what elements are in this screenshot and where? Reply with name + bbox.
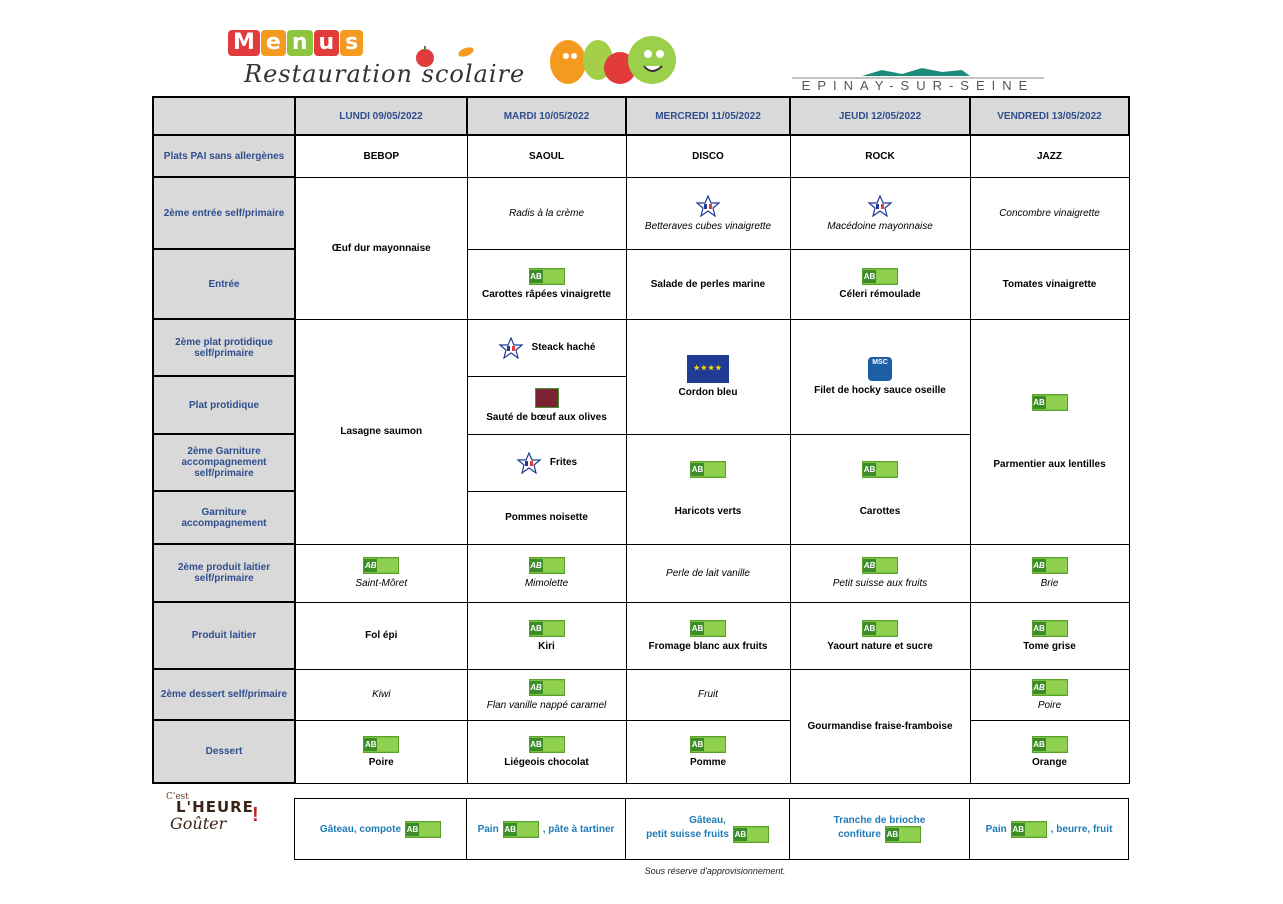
footnote: Sous réserve d'approvisionnement. — [644, 866, 786, 876]
row-label: 2ème entrée self/primaire — [153, 177, 295, 249]
page-header — [0, 0, 1283, 96]
menu-table — [152, 96, 1130, 784]
gouter-logo-big: L'HEURE — [176, 798, 254, 816]
menu-cell — [467, 602, 626, 669]
menu-text: Kiri — [538, 640, 555, 652]
menu-cell — [626, 434, 790, 544]
organic-label-icon: AB — [733, 826, 769, 843]
msc-label-icon: MSC — [868, 357, 892, 381]
menu-cell — [626, 319, 790, 434]
menu-text: Flan vanille nappé caramel — [486, 699, 607, 711]
menu-text: Fromage blanc aux fruits — [648, 640, 768, 652]
menu-text: Parmentier aux lentilles — [993, 458, 1106, 470]
pai-cell: ROCK — [790, 135, 970, 177]
organic-label-icon: AB — [690, 736, 726, 753]
gouter-text: Pain — [477, 823, 499, 835]
menu-cell — [626, 602, 790, 669]
day-header: VENDREDI 13/05/2022 — [970, 97, 1129, 135]
menu-text: Orange — [1031, 756, 1067, 768]
menu-cell: Tomates vinaigrette — [970, 249, 1129, 319]
menu-text: Cordon bleu — [678, 387, 738, 398]
pai-cell: SAOUL — [467, 135, 626, 177]
gouter-cell — [626, 799, 790, 860]
organic-label-icon: AB — [1032, 679, 1068, 696]
gouter-text: Tranche de brioche — [833, 815, 926, 826]
table-row — [153, 669, 1129, 720]
organic-label-icon: AB — [862, 461, 898, 478]
gouter-logo — [166, 792, 266, 840]
organic-label-icon: AB — [862, 557, 898, 574]
french-origin-star-icon — [498, 337, 524, 359]
organic-label-icon: AB — [529, 557, 565, 574]
menu-cell — [295, 544, 467, 602]
gouter-cell — [295, 799, 467, 860]
french-beef-label-icon — [535, 388, 559, 408]
organic-label-icon: AB — [1032, 736, 1068, 753]
day-header: MARDI 10/05/2022 — [467, 97, 626, 135]
row-label: Garniture accompagnement — [153, 491, 295, 544]
organic-label-icon: AB — [1032, 620, 1068, 637]
page-subtitle: Restauration scolaire — [244, 60, 526, 88]
french-origin-star-icon — [695, 195, 721, 217]
menu-cell — [467, 376, 626, 434]
organic-label-icon: AB — [862, 620, 898, 637]
organic-label-icon: AB — [690, 620, 726, 637]
town-name: EPINAY-SUR-SEINE — [801, 78, 1035, 93]
menu-cell — [790, 177, 970, 249]
menu-text: Carottes râpées vinaigrette — [482, 289, 611, 300]
menu-cell: Lasagne saumon — [295, 319, 467, 544]
organic-label-icon: AB — [405, 821, 441, 838]
menu-cell — [790, 319, 970, 434]
logo-letter: M — [228, 30, 260, 56]
menu-text: Tome grise — [1023, 640, 1076, 652]
row-label: 2ème produit laitier self/primaire — [153, 544, 295, 602]
menu-text: Petit suisse aux fruits — [832, 578, 928, 589]
day-header: JEUDI 12/05/2022 — [790, 97, 970, 135]
eu-flag-icon: ★★★★ — [687, 355, 729, 383]
organic-label-icon: AB — [690, 461, 726, 478]
logo-letter: e — [261, 30, 286, 56]
gouter-text: confiture — [838, 829, 881, 840]
menu-cell — [970, 720, 1129, 783]
menu-text: Brie — [1040, 578, 1059, 589]
menu-text: Haricots verts — [674, 506, 742, 517]
menu-cell — [790, 434, 970, 544]
organic-label-icon: AB — [1032, 394, 1068, 411]
organic-label-icon: AB — [862, 268, 898, 285]
menu-text: Betteraves cubes vinaigrette — [644, 220, 772, 232]
organic-label-icon: AB — [363, 736, 399, 753]
gouter-row — [295, 799, 1129, 860]
menu-cell — [467, 434, 626, 491]
row-label: Plats PAI sans allergènes — [153, 135, 295, 177]
row-label: Produit laitier — [153, 602, 295, 669]
menu-cell — [467, 544, 626, 602]
organic-label-icon: AB — [529, 620, 565, 637]
menu-cell — [970, 319, 1129, 544]
menu-cell — [790, 602, 970, 669]
table-row — [153, 544, 1129, 602]
menu-cell — [790, 249, 970, 319]
gouter-cell — [970, 799, 1129, 860]
menu-cell — [626, 177, 790, 249]
logo-letter: n — [287, 30, 313, 56]
gouter-cell — [790, 799, 970, 860]
table-row — [153, 602, 1129, 669]
menu-text: Sauté de bœuf aux olives — [486, 411, 607, 423]
table-row — [153, 319, 1129, 376]
row-label: 2ème Garniture accompagnement self/primaire — [153, 434, 295, 491]
gouter-text: Gâteau, — [689, 815, 726, 826]
day-header: LUNDI 09/05/2022 — [295, 97, 467, 135]
menu-cell: Perle de lait vanille — [626, 544, 790, 602]
menu-text: Carottes — [859, 506, 901, 517]
menu-text: Yaourt nature et sucre — [827, 640, 933, 652]
menu-cell — [626, 720, 790, 783]
french-origin-star-icon — [516, 452, 542, 474]
menu-cell: Œuf dur mayonnaise — [295, 177, 467, 319]
pai-cell: DISCO — [626, 135, 790, 177]
organic-label-icon: AB — [529, 268, 565, 285]
menu-cell — [467, 720, 626, 783]
fruit-characters-icon — [540, 26, 690, 90]
menu-cell — [467, 249, 626, 319]
menu-cell — [467, 319, 626, 376]
menu-text: Liégeois chocolat — [504, 756, 589, 768]
logo-letter: s — [340, 30, 363, 56]
menus-logo — [228, 30, 363, 56]
gouter-text: petit suisse fruits — [646, 829, 729, 840]
gouter-table — [294, 798, 1129, 860]
menu-cell — [970, 669, 1129, 720]
table-row — [153, 720, 1129, 783]
menu-text: Steack haché — [531, 342, 596, 353]
organic-label-icon: AB — [885, 826, 921, 843]
menu-text: Saint-Môret — [355, 578, 408, 589]
table-row — [153, 135, 1129, 177]
exclamation-icon: ! — [252, 804, 259, 826]
menu-cell: Fruit — [626, 669, 790, 720]
menu-cell — [295, 720, 467, 783]
french-origin-star-icon — [867, 195, 893, 217]
menu-text: Macédoine mayonnaise — [827, 220, 933, 232]
menu-text: Pomme — [689, 756, 727, 768]
menu-cell: Concombre vinaigrette — [970, 177, 1129, 249]
menu-cell: Radis à la crème — [467, 177, 626, 249]
gouter-cell — [467, 799, 626, 860]
menu-cell — [970, 544, 1129, 602]
row-label: 2ème plat protidique self/primaire — [153, 319, 295, 376]
row-label: Dessert — [153, 720, 295, 783]
day-header: MERCREDI 11/05/2022 — [626, 97, 790, 135]
pai-cell: BEBOP — [295, 135, 467, 177]
organic-label-icon: AB — [1032, 557, 1068, 574]
row-label: Plat protidique — [153, 376, 295, 434]
menu-text: Poire — [1037, 699, 1062, 711]
menu-cell: Gourmandise fraise-framboise — [790, 669, 970, 783]
row-label: 2ème dessert self/primaire — [153, 669, 295, 720]
table-header-row — [153, 97, 1129, 135]
organic-label-icon: AB — [529, 736, 565, 753]
gouter-text: , pâte à tartiner — [542, 823, 615, 835]
menu-cell: Fol épi — [295, 602, 467, 669]
gouter-text: Gâteau, compote — [319, 823, 402, 835]
menu-cell: Kiwi — [295, 669, 467, 720]
menu-text: Filet de hocky sauce oseille — [814, 385, 946, 396]
row-label: Entrée — [153, 249, 295, 319]
menu-text: Mimolette — [524, 578, 569, 589]
pai-cell: JAZZ — [970, 135, 1129, 177]
menu-cell — [970, 602, 1129, 669]
gouter-text: Pain — [985, 823, 1007, 835]
gouter-logo-script: Goûter — [170, 814, 227, 833]
organic-label-icon: AB — [1011, 821, 1047, 838]
menu-cell: Pommes noisette — [467, 491, 626, 544]
menu-text: Poire — [368, 756, 394, 768]
menu-text: Céleri rémoulade — [839, 289, 921, 300]
organic-label-icon: AB — [503, 821, 539, 838]
organic-label-icon: AB — [529, 679, 565, 696]
table-row — [153, 177, 1129, 249]
organic-label-icon: AB — [363, 557, 399, 574]
menu-cell — [467, 669, 626, 720]
gouter-logo-small: C'est — [166, 792, 189, 802]
menu-cell: Salade de perles marine — [626, 249, 790, 319]
corner-cell — [153, 97, 295, 135]
menu-text: Frites — [549, 457, 578, 468]
logo-letter: u — [314, 30, 340, 56]
gouter-text: , beurre, fruit — [1050, 823, 1113, 835]
menu-cell — [790, 544, 970, 602]
